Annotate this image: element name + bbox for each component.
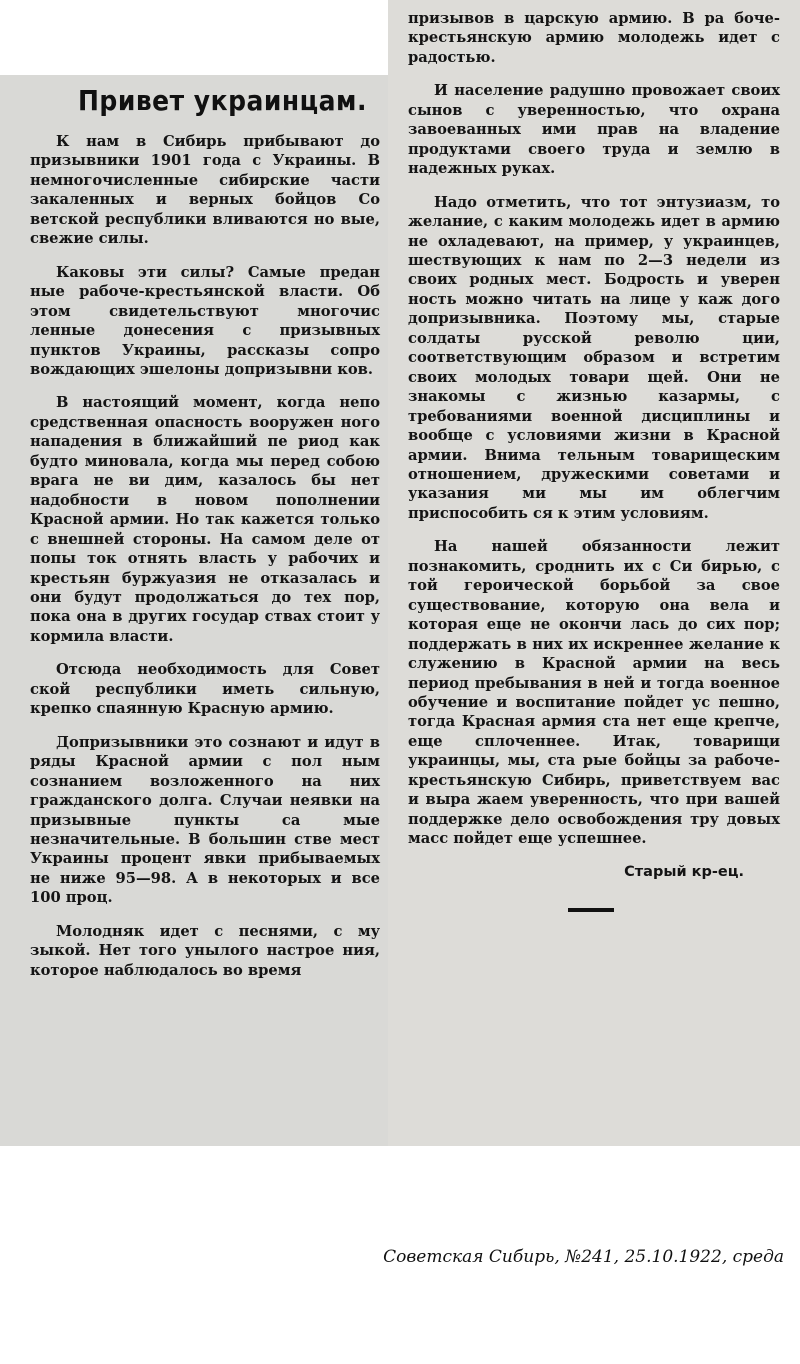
end-rule (568, 908, 614, 912)
paragraph: К нам в Сибирь прибывают до призывники 1901 года с Украины. В немногочисленные сибирские части закаленных и верных бойцов Со ветской республики вливаются но вые, свежие силы. (30, 133, 380, 248)
source-caption: Советская Сибирь, №241, 25.10.1922, среда (383, 1247, 784, 1267)
paragraph: Отсюда необходимость для Совет ской республики иметь сильную, крепко спаянную Красную армию. (30, 661, 380, 718)
article-right-column (408, 9, 780, 912)
article-headline: Привет украинцам. (78, 84, 367, 117)
paragraph: призывов в царскую армию. В ра боче-крестьянскую армию молодежь идет с радостью. (408, 10, 780, 66)
paragraph: В настоящий момент, когда непо средственная опасность вооружен ного нападения в ближайший пе риод как будто миновала, когда мы перед собою врага не ви дим, казалось бы нет надобности в новом пополнении Красной армии. Но так кажется только с внешней стороны. На самом деле от попы ток отнять власть у рабочих и крестьян буржуазия не отказалась и они будут продолжаться до тех пор, пока она в других государ ствах стоит у кормила власти. (30, 394, 380, 645)
paragraph: Молодняк идет с песнями, с му зыкой. Нет того унылого настрое ния, которое наблюдалось во время (30, 922, 380, 979)
paragraph: Каковы эти силы? Самые предан ные рабоче-крестьянской власти. Об этом свидетельствуют многочис ленные донесения с призывных пунктов Украины, рассказы сопро вождающих эшелоны допризывни ков. (30, 263, 380, 378)
paragraph: На нашей обязанности лежит познакомить, сроднить их с Си бирью, с той героической борьбой за свое существование, которую она вела и которая еще не окончи лась до сих пор; поддержать в них их искреннее желание к служению в Красной армии на весь период пребывания в ней и тогда военное обучение и воспитание пойдет ус пешно, тогда Красная армия ста нет еще крепче, еще сплоченнее. Итак, товарищи украинцы, мы, ста рые бойцы за рабоче-крестьянскую Сибирь, приветствуем вас и выра жаем уверенность, что при вашей поддержке дело освобождения тру довых масс пойдет еще успешнее. (408, 538, 780, 848)
paragraph: Допризывники это сознают и идут в ряды Красной армии с пол ным сознанием возложенного на них гражданского долга. Случаи неявки на призывные пункты са мые незначительные. В большин стве мест Украины процент явки прибываемых не ниже 95—98. А в некоторых и все 100 проц. (30, 733, 380, 907)
paragraph: И население радушно провожает своих сынов с уверенностью, что охрана завоеванных ими прав на владение продуктами своего труда и землю в надежных руках. (408, 82, 780, 178)
article-left-column (30, 132, 380, 994)
paragraph: Надо отметить, что тот энтузиазм, то желание, с каким молодежь идет в армию не охладевают, на пример, у украинцев, шествующих к нам по 2—3 недели из своих родных мест. Бодрость и уверен ность можно читать на лице у каж дого допризывника. Поэтому мы, старые солдаты русской револю ции, соответствующим образом и встретим своих молодых товари щей. Они не знакомы с жизнью казармы, с требованиями военной дисциплины и вообще с условиями жизни в Красной армии. Внима тельным товарищеским отношением, дружескими советами и указания ми мы им облегчим приспособить ся к этим условиям. (408, 193, 780, 522)
author-signature: Старый кр-ец. (624, 863, 744, 880)
